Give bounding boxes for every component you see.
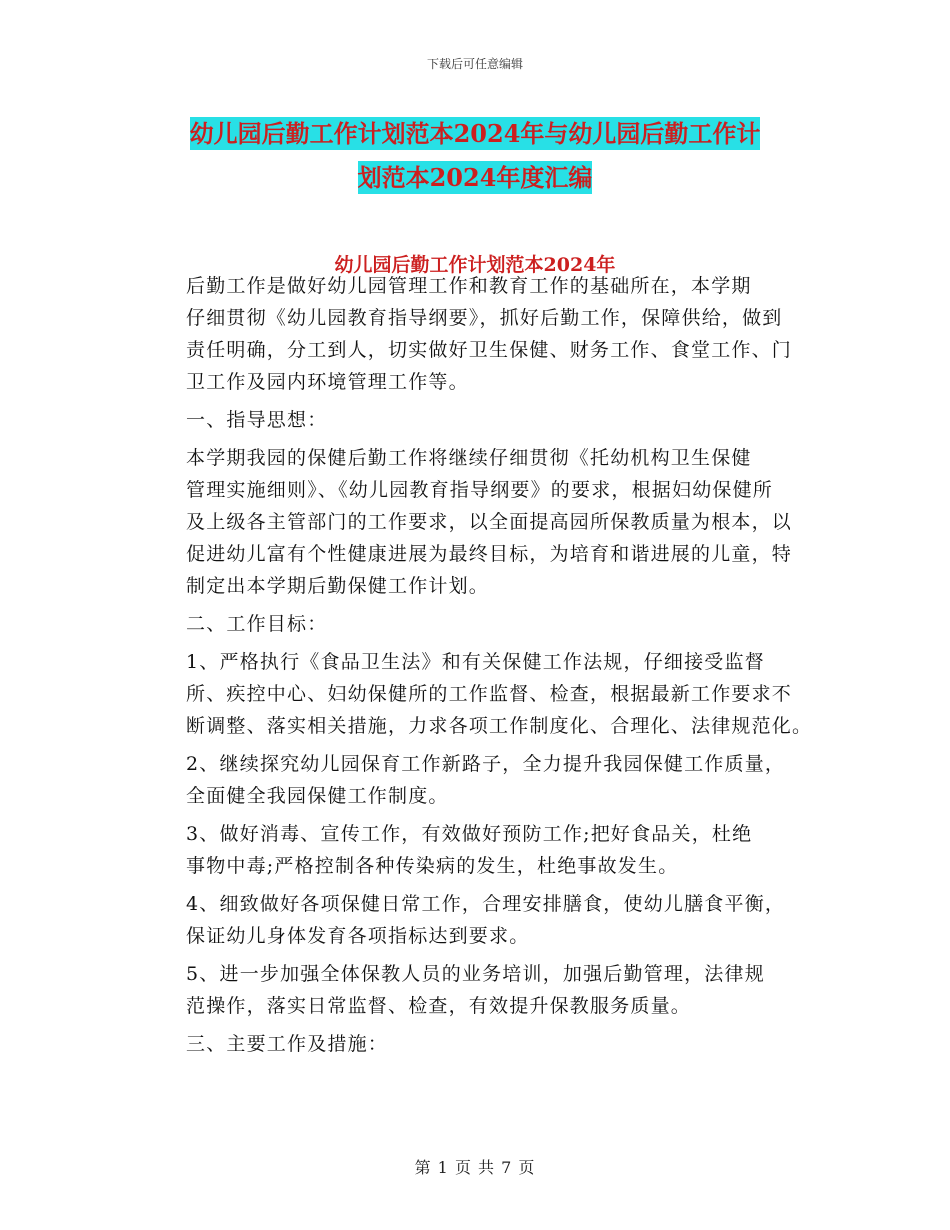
paragraph (142, 608, 822, 640)
title-highlight: 划范本2024年度汇编 (357, 163, 593, 192)
title-highlight: 幼儿园后勤工作计划范本2024年与幼儿园后勤工作计 (189, 119, 761, 148)
paragraph-line: 本学期我园的保健后勤工作将继续仔细贯彻《托幼机构卫生保健 (186, 447, 752, 469)
paragraph (142, 1028, 822, 1060)
document-title-line-1 (0, 114, 950, 149)
paragraph-line: 制定出本学期后勤保健工作计划。 (186, 575, 490, 597)
paragraph-line: 二、工作目标： (186, 613, 328, 635)
paragraph-line: 事物中毒;严格控制各种传染病的发生，杜绝事故发生。 (186, 855, 679, 877)
paragraph (142, 958, 822, 1022)
page-footer: 第 1 页 共 7 页 (414, 1158, 536, 1177)
paragraph-line: 管理实施细则》、《幼儿园教育指导纲要》的要求，根据妇幼保健所 (186, 479, 774, 501)
paragraph (142, 888, 822, 952)
paragraph-line: 全面健全我园保健工作制度。 (186, 785, 449, 807)
paragraph-line: 断调整、落实相关措施，力求各项工作制度化、合理化、法律规范化。 (186, 715, 813, 737)
paragraph-line: 所、疾控中心、妇幼保健所的工作监督、检查，根据最新工作要求不 (186, 683, 793, 705)
paragraph-line: 5、进一步加强全体保教人员的业务培训，加强后勤管理，法律规 (186, 963, 765, 985)
paragraph-line: 一、指导思想： (186, 409, 328, 431)
paragraph (142, 404, 822, 436)
paragraph-line: 促进幼儿富有个性健康进展为最终目标，为培育和谐进展的儿童，特 (186, 543, 793, 565)
paragraph-line: 3、做好消毒、宣传工作，有效做好预防工作;把好食品关，杜绝 (186, 823, 753, 845)
paragraph (142, 270, 822, 398)
paragraph-line: 2、继续探究幼儿园保育工作新路子，全力提升我园保健工作质量， (186, 753, 786, 775)
paragraph-line: 责任明确，分工到人，切实做好卫生保健、财务工作、食堂工作、门 (186, 339, 793, 361)
paragraph-line: 保证幼儿身体发育各项指标达到要求。 (186, 925, 530, 947)
page-header-note: 下载后可任意编辑 (426, 57, 523, 71)
paragraph-line: 4、细致做好各项保健日常工作，合理安排膳食，使幼儿膳食平衡， (186, 893, 786, 915)
paragraph (142, 646, 822, 742)
document-body (142, 270, 822, 1066)
paragraph (142, 748, 822, 812)
paragraph-line: 三、主要工作及措施： (186, 1033, 389, 1055)
paragraph-line: 仔细贯彻《幼儿园教育指导纲要》，抓好后勤工作，保障供给，做到 (186, 307, 783, 329)
paragraph (142, 442, 822, 602)
paragraph-line: 后勤工作是做好幼儿园管理工作和教育工作的基础所在，本学期 (186, 275, 752, 297)
paragraph-line: 范操作，落实日常监督、检查，有效提升保教服务质量。 (186, 995, 692, 1017)
section-title: 幼儿园后勤工作计划范本2024年 (334, 254, 616, 276)
paragraph-line: 及上级各主管部门的工作要求，以全面提高园所保教质量为根本，以 (186, 511, 793, 533)
paragraph-line: 1、严格执行《食品卫生法》和有关保健工作法规，仔细接受监督 (186, 651, 765, 673)
paragraph-line: 卫工作及园内环境管理工作等。 (186, 371, 469, 393)
document-title-line-2 (0, 158, 950, 193)
paragraph (142, 818, 822, 882)
